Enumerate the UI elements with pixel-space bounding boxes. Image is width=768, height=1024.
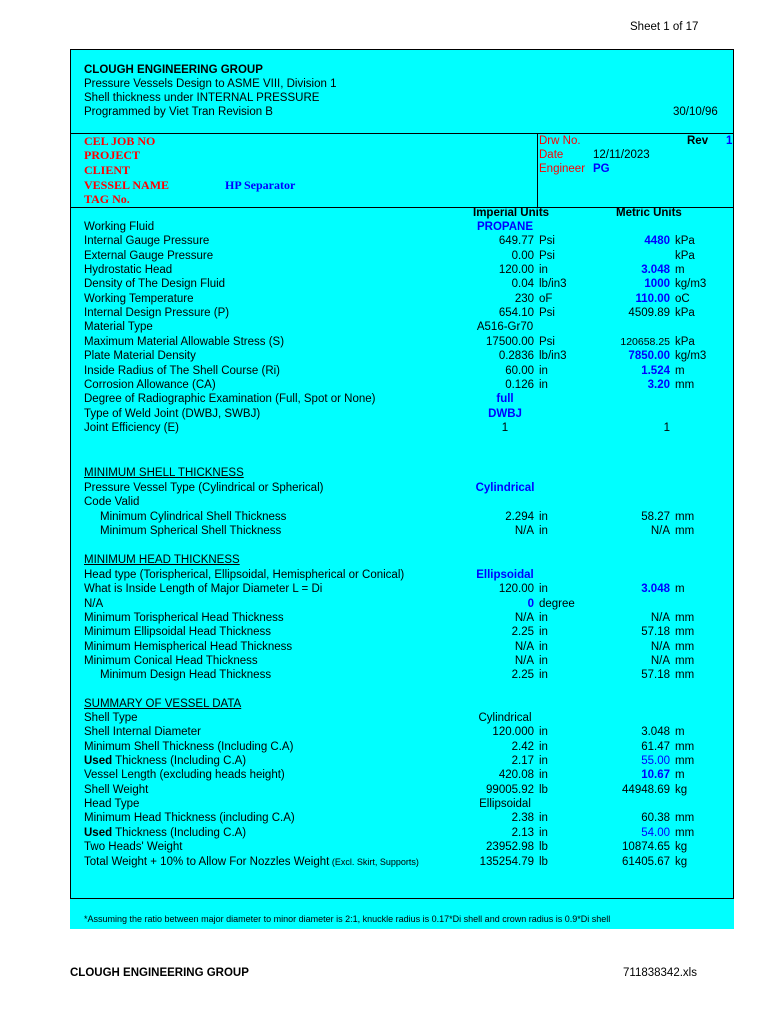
summary-row-label: Total Weight + 10% to Allow For Nozzles Weight (Excl. Skirt, Supports): [84, 855, 419, 868]
head-row-label: Head type (Torispherical, Ellipsoidal, Hemispherical or Conical): [84, 569, 405, 581]
shell-imperial-value: N/A: [514, 525, 534, 538]
inputs-imperial-value: full: [496, 393, 514, 406]
inputs-metric-unit: kPa: [675, 307, 695, 320]
shell-row-label: Code Valid: [84, 496, 140, 509]
summary-imperial-value: 99005.92: [486, 783, 534, 796]
inputs-metric-value: 4480: [644, 235, 670, 248]
inputs-row-label: Joint Efficiency (E): [84, 421, 180, 434]
inputs-metric-value: 1.524: [641, 364, 670, 377]
head-imperial-value: N/A: [514, 655, 534, 668]
summary-metric-unit: mm: [675, 812, 695, 825]
shell-heading: MINIMUM SHELL THICKNESS: [84, 467, 244, 479]
inputs-metric-value: 7850.00: [628, 350, 670, 363]
inputs-imperial-value: 0.2836: [498, 350, 534, 363]
head-imperial-value: 2.25: [511, 626, 534, 639]
summary-imperial-value: 120.000: [492, 726, 534, 739]
head-imperial-value: N/A: [514, 612, 534, 625]
summary-metric-unit: mm: [675, 740, 695, 753]
inputs-metric-unit: kg/m3: [675, 278, 707, 291]
shell-metric-unit: mm: [675, 525, 695, 538]
head-metric-value: N/A: [650, 612, 670, 625]
summary-imperial-unit: in: [539, 769, 548, 782]
inputs-imperial-value: 120.00: [498, 264, 534, 277]
shell-row-label: Minimum Cylindrical Shell Thickness: [100, 510, 287, 523]
inputs-imperial-value: 654.10: [498, 307, 534, 320]
shell-metric-value: 58.27: [641, 510, 670, 523]
head-imperial-unit: in: [539, 583, 548, 596]
summary-metric-unit: kg: [675, 855, 688, 868]
inputs-imperial-unit: in: [539, 264, 548, 277]
label-client: CLIENT: [84, 163, 131, 177]
summary-imperial-unit: in: [539, 826, 548, 839]
head-metric-unit: mm: [675, 612, 695, 625]
summary-metric-value: 44948.69: [622, 783, 670, 796]
inputs-imperial-value: 649.77: [498, 235, 534, 248]
shell-imperial-unit: in: [539, 525, 548, 538]
inputs-imperial-unit: Psi: [539, 249, 555, 262]
summary-imperial-value: 420.08: [498, 769, 534, 782]
inputs-row-label: Internal Design Pressure (P): [84, 307, 230, 320]
inputs-imperial-unit: Psi: [539, 235, 555, 248]
inputs-imperial-unit: lb/in3: [539, 278, 567, 291]
inputs-imperial-unit: Psi: [539, 307, 555, 320]
inputs-metric-unit: mm: [675, 378, 695, 391]
head-imperial-value: Ellipsoidal: [476, 569, 534, 581]
summary-metric-unit: kg: [675, 841, 688, 854]
summary-imperial-value: 23952.98: [486, 841, 534, 854]
summary-imperial-unit: lb: [539, 783, 548, 796]
job-info-box: [70, 133, 734, 208]
summary-imperial-unit: in: [539, 740, 548, 753]
engineer-value: PG: [593, 163, 610, 175]
inputs-metric-unit: oC: [675, 292, 690, 305]
head-metric-unit: mm: [675, 669, 695, 682]
col-header-metric: Metric Units: [616, 207, 682, 219]
job-info-divider: [537, 133, 538, 208]
summary-imperial-unit: in: [539, 726, 548, 739]
summary-row-label: Used Thickness (Including C.A): [84, 755, 247, 768]
inputs-row-label: Type of Weld Joint (DWBJ, SWBJ): [84, 407, 261, 420]
inputs-imperial-value: A516-Gr70: [476, 321, 534, 334]
inputs-metric-value: 1: [663, 421, 670, 434]
shell-row-label: Pressure Vessel Type (Cylindrical or Spherical): [84, 482, 324, 494]
summary-metric-value: 55.00: [641, 755, 670, 768]
inputs-metric-unit: m: [675, 364, 685, 377]
inputs-imperial-value: 17500.00: [486, 335, 534, 348]
head-metric-unit: m: [675, 583, 685, 596]
summary-imperial-value: 2.42: [511, 740, 534, 753]
summary-imperial-value: 2.13: [511, 826, 534, 839]
inputs-row-label: Degree of Radiographic Examination (Full, Spot or None): [84, 393, 376, 406]
footer-filename: 711838342.xls: [623, 967, 697, 979]
shell-imperial-unit: in: [539, 510, 548, 523]
summary-metric-value: 60.38: [641, 812, 670, 825]
inputs-row-label: Working Fluid: [84, 221, 155, 233]
title-line-3: Shell thickness under INTERNAL PRESSURE: [84, 92, 320, 104]
inputs-metric-value: 120658.25: [620, 335, 670, 348]
summary-metric-unit: m: [675, 726, 685, 739]
head-imperial-value: 0: [527, 597, 534, 610]
shell-metric-value: N/A: [650, 525, 670, 538]
inputs-metric-unit: kPa: [675, 335, 695, 348]
inputs-metric-unit: kPa: [675, 249, 695, 262]
summary-imperial-value: 2.17: [511, 755, 534, 768]
inputs-imperial-unit: lb/in3: [539, 350, 567, 363]
label-date: Date: [539, 149, 564, 161]
inputs-row-label: Maximum Material Allowable Stress (S): [84, 335, 285, 348]
summary-imperial-unit: in: [539, 812, 548, 825]
shell-imperial-value: 2.294: [505, 510, 534, 523]
summary-metric-value: 10.67: [641, 769, 670, 782]
inputs-row-label: Material Type: [84, 321, 153, 334]
inputs-metric-value: 110.00: [635, 292, 670, 305]
label-engineer: Engineer: [539, 163, 586, 175]
head-metric-unit: mm: [675, 640, 695, 653]
head-metric-value: 57.18: [641, 669, 670, 682]
head-row-label: What is Inside Length of Major Diameter L = Di: [84, 583, 323, 596]
footer-company: CLOUGH ENGINEERING GROUP: [70, 967, 249, 979]
inputs-metric-unit: kPa: [675, 235, 695, 248]
head-imperial-unit: degree: [539, 597, 575, 610]
inputs-metric-value: 1000: [644, 278, 670, 291]
head-row-label: Minimum Ellipsoidal Head Thickness: [84, 626, 272, 639]
summary-row-label: Shell Type: [84, 712, 138, 724]
head-metric-value: 3.048: [641, 583, 670, 596]
head-row-label: N/A: [84, 597, 104, 610]
inputs-imperial-value: 1: [501, 421, 509, 434]
inputs-row-label: Corrosion Allowance (CA): [84, 378, 216, 391]
summary-metric-value: 61405.67: [622, 855, 670, 868]
head-row-label: Minimum Conical Head Thickness: [84, 655, 258, 668]
footnote: *Assuming the ratio between major diameter to minor diameter is 2:1, knuckle radius is 0.17*Di shell and crown radius is 0.9*Di shell: [84, 914, 611, 924]
summary-row-label: Vessel Length (excluding heads height): [84, 769, 285, 782]
head-imperial-unit: in: [539, 640, 548, 653]
summary-imperial-value: 135254.79: [479, 855, 534, 868]
summary-metric-unit: kg: [675, 783, 688, 796]
label-note: (Excl. Skirt, Supports): [329, 856, 419, 867]
inputs-metric-value: 3.048: [641, 264, 670, 277]
head-imperial-value: N/A: [514, 640, 534, 653]
shell-row-label: Minimum Spherical Shell Thickness: [100, 525, 282, 538]
head-imperial-unit: in: [539, 612, 548, 625]
head-metric-value: N/A: [650, 655, 670, 668]
summary-row-label: Minimum Shell Thickness (Including C.A): [84, 740, 294, 753]
vessel-name-value: HP Separator: [225, 178, 296, 192]
head-metric-unit: mm: [675, 655, 695, 668]
summary-imperial-unit: in: [539, 755, 548, 768]
inputs-row-label: Plate Material Density: [84, 350, 196, 363]
inputs-imperial-value: 0.00: [511, 249, 534, 262]
summary-metric-value: 54.00: [641, 826, 670, 839]
rev-value: 1: [726, 135, 733, 147]
summary-metric-unit: mm: [675, 755, 695, 768]
inputs-imperial-unit: oF: [539, 292, 553, 305]
title-date: 30/10/96: [673, 106, 718, 118]
label-vessel-name: VESSEL NAME: [84, 178, 170, 192]
summary-metric-unit: m: [675, 769, 685, 782]
title-line-2: Pressure Vessels Design to ASME VIII, Division 1: [84, 78, 337, 90]
inputs-imperial-unit: in: [539, 378, 548, 391]
inputs-imperial-unit: Psi: [539, 335, 555, 348]
shell-imperial-value: Cylindrical: [475, 482, 535, 494]
label-rev: Rev: [687, 135, 709, 147]
summary-row-label: Minimum Head Thickness (including C.A): [84, 812, 295, 825]
summary-heading: SUMMARY OF VESSEL DATA: [84, 698, 242, 710]
head-imperial-value: 2.25: [511, 669, 534, 682]
col-header-imperial: Imperial Units: [473, 207, 550, 219]
summary-imperial-value: Ellipsoidal: [479, 798, 531, 811]
sheet-number: Sheet 1 of 17: [630, 21, 699, 33]
summary-row-label: Head Type: [84, 798, 140, 811]
summary-metric-value: 3.048: [641, 726, 670, 739]
summary-row-label: Two Heads' Weight: [84, 841, 183, 854]
summary-imperial-value: 2.38: [511, 812, 534, 825]
head-row-label: Minimum Design Head Thickness: [100, 669, 272, 682]
summary-row-label: Used Thickness (Including C.A): [84, 826, 247, 839]
shell-metric-unit: mm: [675, 510, 695, 523]
head-row-label: Minimum Torispherical Head Thickness: [84, 612, 284, 625]
inputs-row-label: Internal Gauge Pressure: [84, 235, 210, 248]
head-row-label: Minimum Hemispherical Head Thickness: [84, 640, 293, 653]
summary-imperial-unit: lb: [539, 855, 548, 868]
summary-imperial-value: Cylindrical: [478, 712, 532, 724]
head-imperial-unit: in: [539, 655, 548, 668]
label-drw-no: Drw No.: [539, 135, 581, 147]
used-word: Used: [84, 826, 113, 839]
inputs-imperial-value: PROPANE: [476, 221, 534, 233]
head-heading: MINIMUM HEAD THICKNESS: [84, 554, 240, 566]
label-tag-no: TAG No.: [84, 192, 130, 206]
inputs-imperial-value: 60.00: [505, 364, 534, 377]
company-title: CLOUGH ENGINEERING GROUP: [84, 64, 263, 76]
label-project: PROJECT: [84, 148, 141, 162]
inputs-metric-value: 3.20: [647, 378, 670, 391]
date-value: 12/11/2023: [593, 149, 650, 161]
head-imperial-unit: in: [539, 669, 548, 682]
summary-row-label: Shell Internal Diameter: [84, 726, 201, 739]
summary-metric-unit: mm: [675, 826, 695, 839]
head-metric-value: 57.18: [641, 626, 670, 639]
inputs-imperial-value: 230: [514, 292, 534, 305]
inputs-row-label: Inside Radius of The Shell Course (Ri): [84, 364, 281, 377]
inputs-metric-unit: m: [675, 264, 685, 277]
inputs-row-label: Hydrostatic Head: [84, 264, 173, 277]
inputs-imperial-value: 0.126: [505, 378, 534, 391]
summary-metric-value: 10874.65: [622, 841, 670, 854]
inputs-row-label: External Gauge Pressure: [84, 249, 214, 262]
head-imperial-value: 120.00: [498, 583, 534, 596]
inputs-imperial-unit: in: [539, 364, 548, 377]
inputs-imperial-value: DWBJ: [488, 407, 522, 420]
summary-row-label: Shell Weight: [84, 783, 149, 796]
inputs-metric-value: 4509.89: [628, 307, 670, 320]
label-job-no: CEL JOB NO: [84, 134, 156, 148]
head-imperial-unit: in: [539, 626, 548, 639]
title-line-4: Programmed by Viet Tran Revision B: [84, 106, 273, 118]
inputs-row-label: Working Temperature: [84, 292, 194, 305]
inputs-metric-unit: kg/m3: [675, 350, 707, 363]
summary-metric-value: 61.47: [641, 740, 670, 753]
inputs-imperial-value: 0.04: [511, 278, 534, 291]
head-metric-unit: mm: [675, 626, 695, 639]
summary-imperial-unit: lb: [539, 841, 548, 854]
head-metric-value: N/A: [650, 640, 670, 653]
inputs-row-label: Density of The Design Fluid: [84, 278, 226, 291]
used-word: Used: [84, 755, 113, 768]
